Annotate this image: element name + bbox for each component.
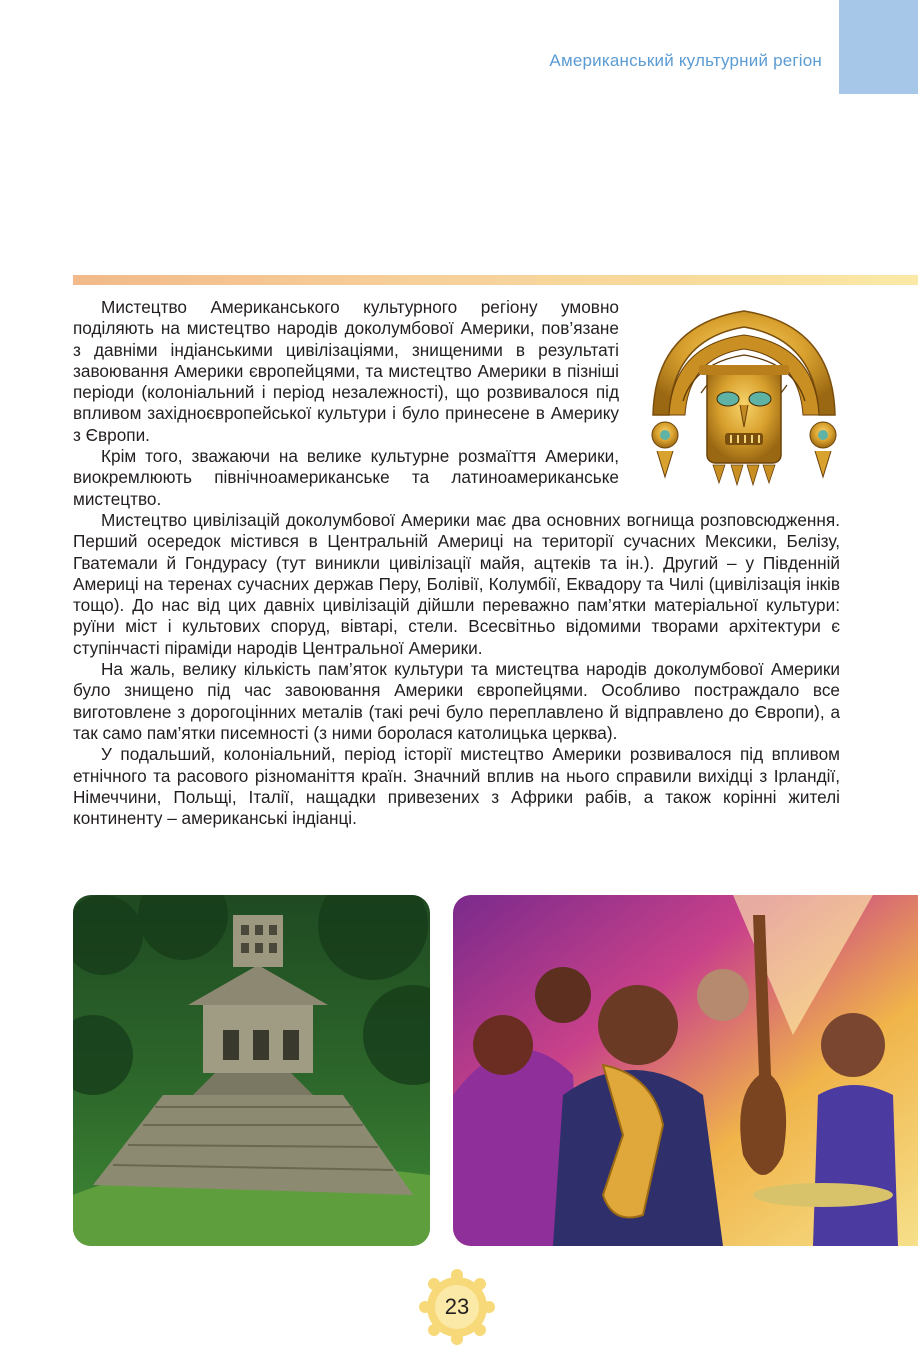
paragraph-5: У подальший, колоніальний, період історії мистецтво Америки розвивалося під впливом етнічного та расового різноманіття країн. Значний вплив на нього справили вихідці з Ірландії, Німеччини, Польщі, Італії, нащадки привезених з Африки рабів, а також корінні жителі континенту – американські індіанці.	[73, 744, 840, 829]
running-head: Американський культурний регіон	[549, 51, 822, 70]
section-rule	[73, 275, 918, 285]
paragraph-1: Мистецтво Американського культурного регіону умовно поділяють на мистецтво народів доколумбової Америки, пов’язане з давніми індіанськими цивілізаціями, знищеними в результаті завоювання Америки європейцями, та мистецтво Америки в пізніші періоди (колоніальний і період незалежності), що розвивалося під впливом західноєвропейської культури і було принесене в Америку з Європи.	[73, 297, 619, 445]
body-text	[73, 297, 840, 829]
page-number: 23	[444, 1294, 470, 1319]
paragraph-4: На жаль, велику кількість пам’яток культури та мистецтва народів доколумбової Америки було знищено під час завоювання Америки європейцями. Особливо постраждало все виготовлене з дорогоцінних металів (такі речі було переплавлено й відправлено до Європи), а так само пам’ятки писемності (з ними боролася католицька церква).	[73, 659, 840, 743]
jazz-painting	[453, 895, 918, 1246]
page-number-badge	[418, 1268, 496, 1346]
corner-tab	[839, 0, 918, 94]
paragraph-3: Мистецтво цивілізацій доколумбової Америки має два основних вогнища розповсюдження. Перший осередок містився в Центральній Америці на території сучасних Мексики, Белізу, Гватемали й Гондурасу (тут виникли цивілізації майя, ацтеків та ін.). Другий – у Південній Америці на теренах сучасних держав Перу, Болівії, Колумбії, Еквадору та Чилі (цивілізація інків тощо). До нас від цих давніх цивілізацій дійшли переважно пам’ятки матеріальної культури: руїни міст і культових споруд, вівтарі, стели. Всесвітньо відомими творами архітектури є ступінчасті піраміди народів Центральної Америки.	[73, 509, 840, 658]
mayan-temple-photo	[73, 895, 430, 1246]
paragraph-2: Крім того, зважаючи на велике культурне розмаїття Америки, виокремлюють північноамериканське та латиноамериканське мистецтво.	[73, 446, 619, 509]
